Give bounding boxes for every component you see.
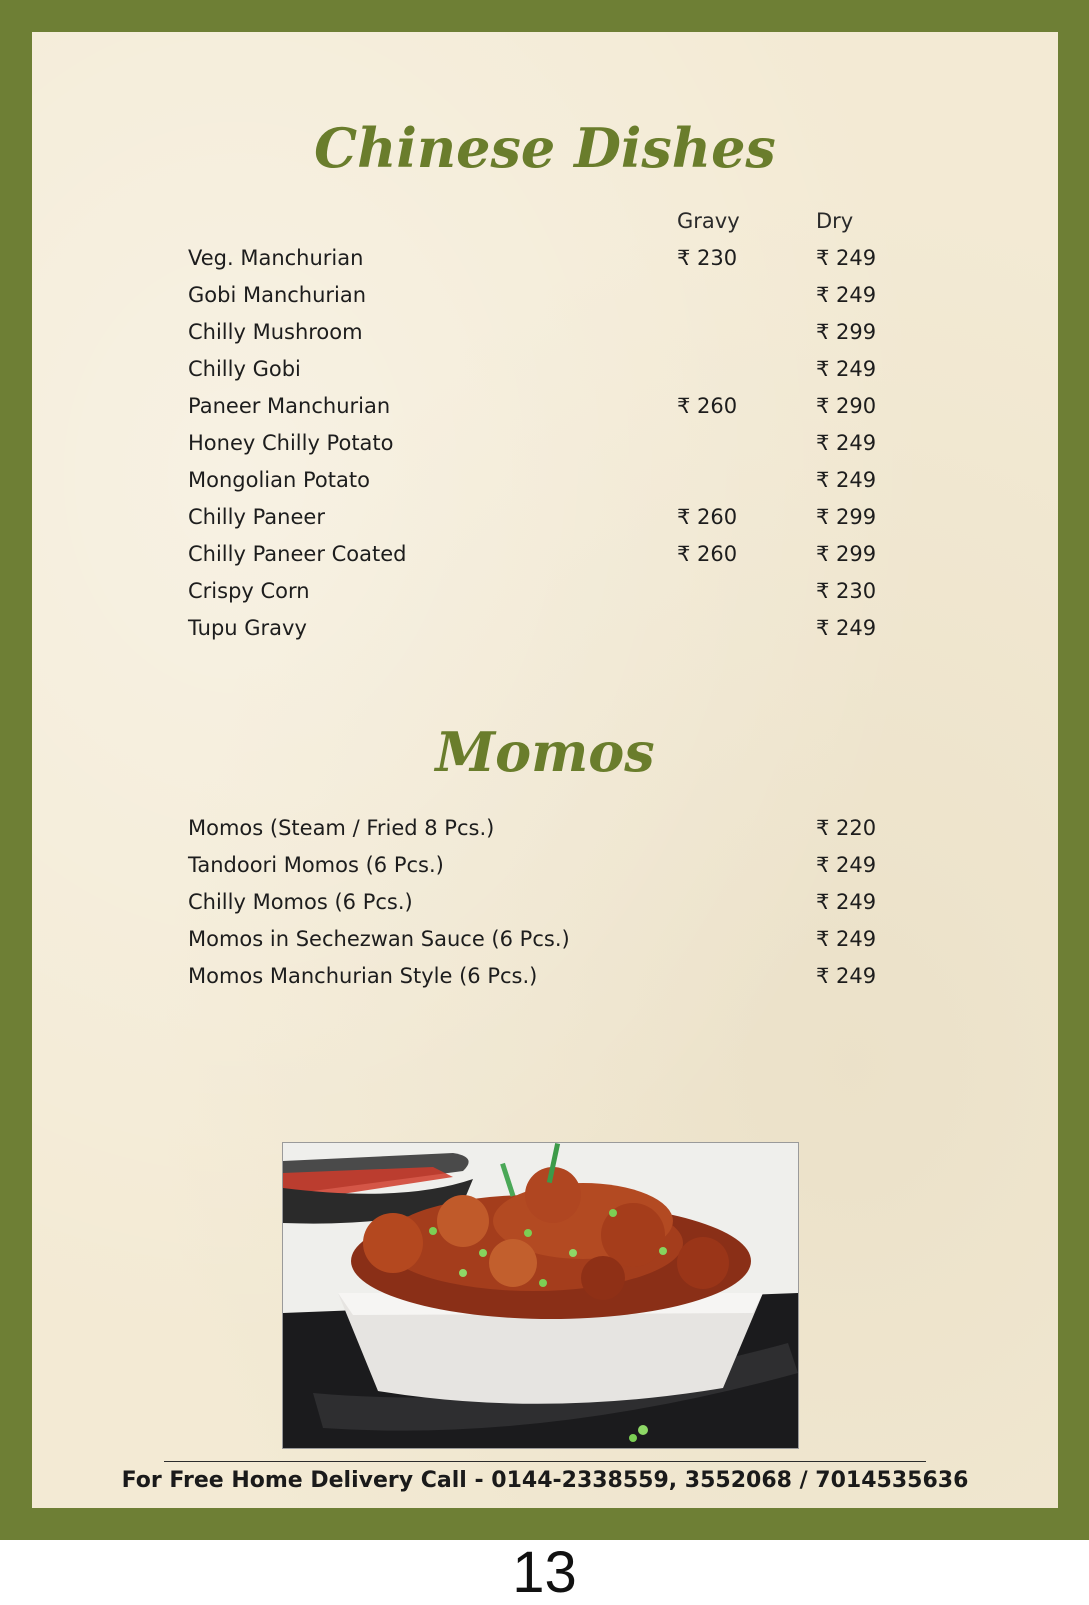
gravy-price: ₹ 230 [677, 246, 738, 270]
gravy-price: ₹ 260 [677, 505, 738, 529]
menu-item-name: Chilly Paneer Coated [188, 542, 407, 566]
dry-price: ₹ 249 [816, 357, 877, 381]
menu-item-name: Paneer Manchurian [188, 394, 391, 418]
dry-price: ₹ 249 [816, 431, 877, 455]
dry-price: ₹ 299 [816, 320, 877, 344]
momos-title: Momos [435, 720, 655, 784]
dry-price: ₹ 230 [816, 579, 877, 603]
dry-price: ₹ 249 [816, 283, 877, 307]
menu-item-name: Mongolian Potato [188, 468, 370, 492]
menu-item-name: Honey Chilly Potato [188, 431, 394, 455]
dry-price: ₹ 249 [816, 468, 877, 492]
dry-price: ₹ 249 [816, 246, 877, 270]
menu-item-name: Chilly Gobi [188, 357, 301, 381]
momos-item-name: Momos (Steam / Fried 8 Pcs.) [188, 816, 495, 840]
page-number: 13 [512, 1540, 577, 1605]
dry-price: ₹ 290 [816, 394, 877, 418]
momos-item-name: Momos in Sechezwan Sauce (6 Pcs.) [188, 927, 570, 951]
menu-item-name: Gobi Manchurian [188, 283, 367, 307]
gravy-column-header: Gravy [677, 209, 740, 233]
momos-price: ₹ 249 [816, 853, 877, 877]
gravy-price: ₹ 260 [677, 542, 738, 566]
menu-item-name: Chilly Mushroom [188, 320, 363, 344]
dry-price: ₹ 249 [816, 616, 877, 640]
momos-item-name: Momos Manchurian Style (6 Pcs.) [188, 964, 538, 988]
food-photo [282, 1142, 799, 1449]
momos-price: ₹ 220 [816, 816, 877, 840]
menu-item-name: Chilly Paneer [188, 505, 325, 529]
chinese-dishes-title: Chinese Dishes [314, 116, 776, 180]
momos-item-name: Chilly Momos (6 Pcs.) [188, 890, 413, 914]
momos-price: ₹ 249 [816, 890, 877, 914]
menu-item-name: Crispy Corn [188, 579, 310, 603]
menu-page [32, 32, 1058, 1508]
momos-price: ₹ 249 [816, 927, 877, 951]
footer-divider [164, 1461, 926, 1462]
gravy-price: ₹ 260 [677, 394, 738, 418]
momos-item-name: Tandoori Momos (6 Pcs.) [188, 853, 444, 877]
delivery-contact: For Free Home Delivery Call - 0144-2338559, 3552068 / 7014535636 [121, 1468, 969, 1493]
menu-item-name: Tupu Gravy [188, 616, 307, 640]
momos-price: ₹ 249 [816, 964, 877, 988]
dry-price: ₹ 299 [816, 542, 877, 566]
dry-column-header: Dry [816, 209, 854, 233]
chilli-paneer-bowl-image [283, 1143, 798, 1448]
menu-item-name: Veg. Manchurian [188, 246, 364, 270]
dry-price: ₹ 299 [816, 505, 877, 529]
